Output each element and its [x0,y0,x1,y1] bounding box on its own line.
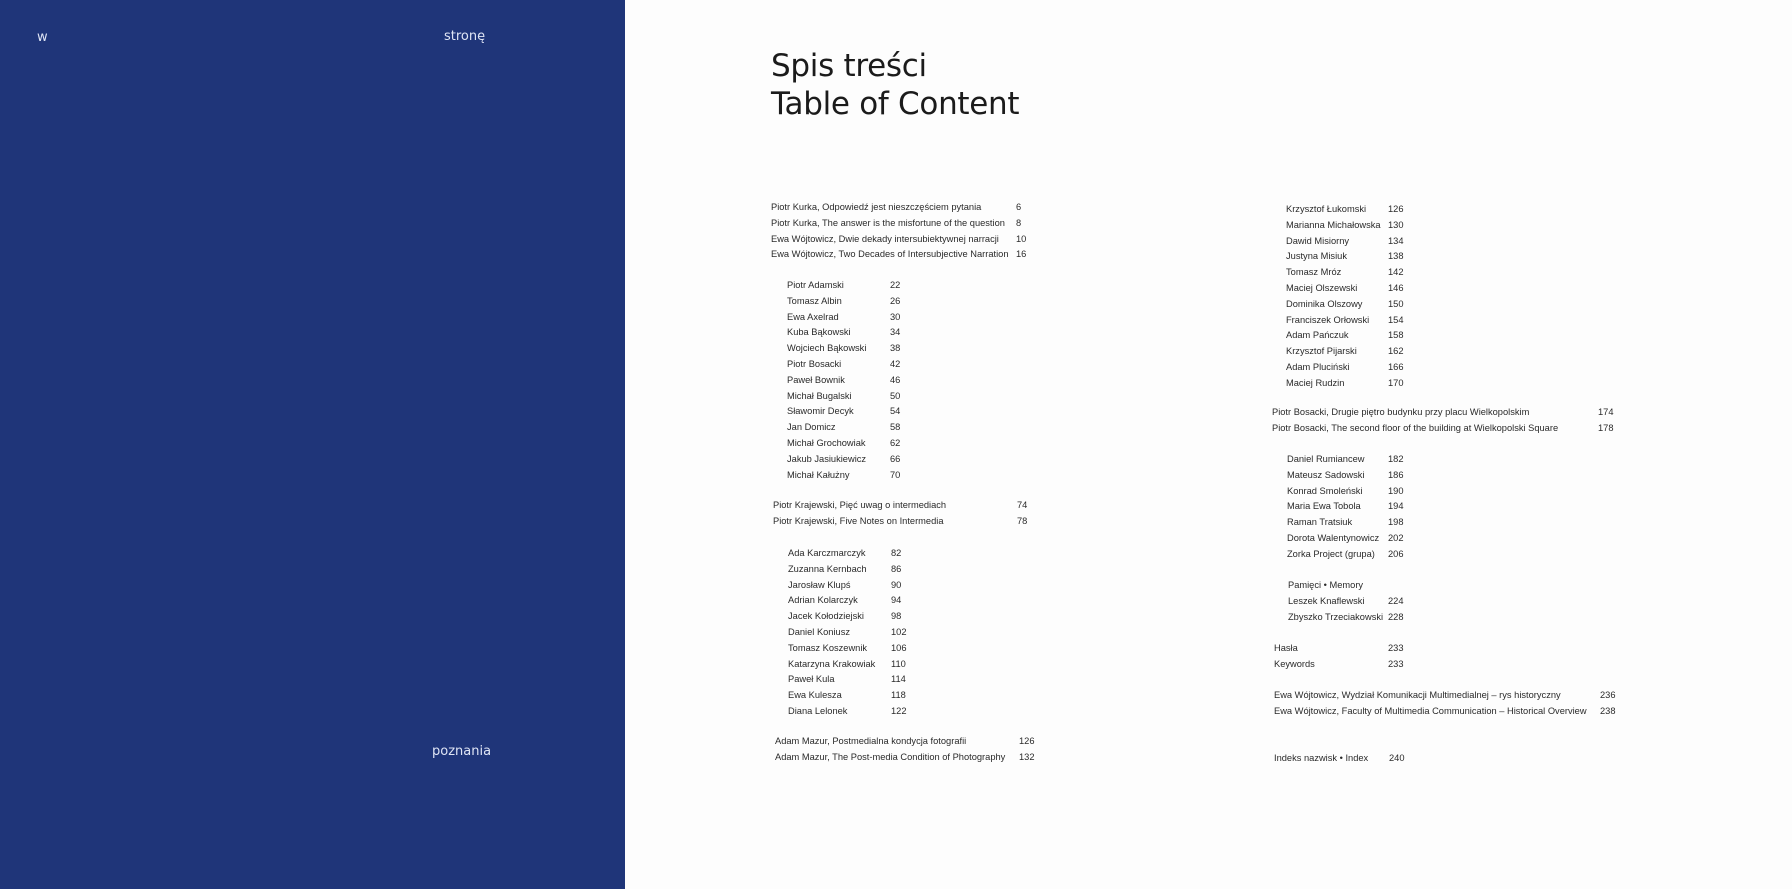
toc-entry-label: Piotr Krajewski, Pięć uwag o intermediach [773,500,947,510]
toc-entry-label: Ewa Wójtowicz, Dwie dekady intersubiektywnej narracji [771,233,999,244]
toc-entry-page: 78 [1017,515,1028,526]
toc-entry-label: Dominika Olszowy [1286,298,1363,309]
toc-entry-label: Michał Grochowiak [787,438,866,448]
toc-entry-page: 186 [1388,469,1404,480]
toc-entry-label: Jakub Jasiukiewicz [787,453,867,464]
toc-entry-page: 224 [1388,595,1404,606]
toc-entry-label: Tomasz Koszewnik [788,642,868,653]
toc-entry-page: 142 [1388,267,1404,278]
toc-entry-label: Daniel Koniusz [788,627,851,637]
toc-entry-label: Piotr Krajewski, Five Notes on Intermedia [773,515,944,526]
toc-entry-label: Franciszek Orłowski [1286,314,1370,325]
toc-entry-label: Ewa Wójtowicz, Faculty of Multimedia Communication – Historical Overview [1274,705,1587,716]
toc-entry-label: Piotr Bosacki [787,359,842,369]
toc-entry-label: Wojciech Bąkowski [787,343,867,354]
toc-entry-label: Paweł Kula [788,674,835,685]
toc-entry-label: Zuzanna Kernbach [788,563,867,574]
toc-entry-label: Ewa Axelrad [787,311,839,322]
toc-entry-page: 90 [891,579,902,590]
toc-entry-label: Piotr Bosacki, Drugie piętro budynku przy placu Wielkopolskim [1272,407,1530,417]
toc-entry-label: Raman Tratsiuk [1287,517,1353,528]
toc-entry-page: 34 [890,327,901,338]
toc-entry-page: 170 [1388,377,1404,388]
cover-word-top-left: w [37,30,48,45]
toc-entry-label: Konrad Smoleński [1287,485,1363,496]
toc-entry-label: Adam Pańczuk [1286,330,1349,341]
toc-entry-label: Piotr Bosacki, The second floor of the building at Wielkopolski Square [1272,422,1559,433]
toc-entry-page: 166 [1388,362,1404,372]
toc-entry-label: Pamięci • Memory [1288,580,1364,590]
toc-entry-label: Leszek Knaflewski [1288,595,1365,606]
cover-panel [0,0,625,889]
toc-entry-label: Maciej Rudzin [1286,377,1345,388]
toc-entry-page: 26 [890,295,901,306]
toc-entry-page: 8 [1016,217,1022,228]
toc-entry-page: 94 [891,595,902,606]
toc-entry-label: Adrian Kolarczyk [788,595,858,606]
toc-entry-page: 6 [1016,202,1022,212]
toc-entry-page: 134 [1388,235,1404,246]
toc-entry-page: 70 [890,469,901,480]
toc-entry-label: Kuba Bąkowski [787,327,851,338]
toc-entry-label: Tomasz Mróz [1286,267,1342,278]
toc-entry-page: 198 [1388,517,1404,528]
toc-entry-page: 206 [1388,548,1404,559]
toc-entry-label: Paweł Bownik [787,374,845,385]
toc-entry-label: Hasła [1274,643,1298,653]
toc-entry-page: 158 [1388,330,1404,341]
toc-entry-page: 114 [891,674,906,685]
toc-entry-page: 58 [890,422,901,433]
toc-entry-page: 233 [1388,643,1404,653]
toc-entry-page: 150 [1388,298,1404,309]
toc-entry-label: Jacek Kołodziejski [788,611,864,622]
toc-entry-page: 46 [890,374,901,385]
toc-entry-page: 132 [1019,751,1035,762]
toc-entry-page: 182 [1388,454,1404,464]
toc-entry-page: 62 [890,438,901,448]
toc-entry-page: 86 [891,563,902,574]
toc-entry-label: Daniel Rumiancew [1287,454,1365,464]
toc-entry-page: 190 [1388,485,1404,496]
toc-entry-label: Zbyszko Trzeciakowski [1288,611,1384,622]
toc-entry-page: 16 [1016,249,1027,260]
title-polish: Spis treści [771,48,927,84]
toc-entry-label: Ewa Wójtowicz, Two Decades of Intersubjective Narration [771,249,1009,260]
toc-entry-page: 126 [1388,204,1404,214]
toc-entry-label: Ewa Kulesza [788,690,842,701]
toc-entry-page: 110 [891,658,906,669]
toc-entry-label: Dorota Walentynowicz [1287,533,1380,543]
toc-entry-label: Adam Mazur, The Post-media Condition of Photography [775,751,1006,762]
toc-entry-label: Keywords [1274,658,1315,669]
toc-entry-page: 42 [890,359,901,369]
toc-entry-page: 10 [1016,233,1027,244]
toc-entry-page: 162 [1388,346,1404,357]
toc-entry-label: Tomasz Albin [787,295,842,306]
toc-entry-label: Maria Ewa Tobola [1287,501,1361,512]
toc-entry-page: 238 [1600,705,1616,716]
toc-entry-page: 118 [891,690,906,701]
toc-entry-page: 138 [1388,251,1404,262]
toc-entry-page: 240 [1389,753,1405,763]
toc-entry-label: Dawid Misiorny [1286,235,1350,246]
cover-word-top-right: stronę [444,29,486,44]
toc-entry-label: Indeks nazwisk • Index [1274,753,1369,763]
toc-entry-label: Krzysztof Łukomski [1286,204,1367,214]
toc-entry-label: Maciej Olszewski [1286,283,1358,293]
toc-entry-page: 102 [891,627,907,637]
toc-entry-label: Michał Bugalski [787,390,852,401]
toc-entry-label: Katarzyna Krakowiak [788,658,876,669]
toc-entry-label: Sławomir Decyk [787,406,854,417]
cover-word-bottom: poznania [432,744,492,759]
toc-entry-label: Piotr Kurka, The answer is the misfortune of the question [771,217,1005,228]
toc-entry-page: 38 [890,343,901,354]
toc-entry-label: Krzysztof Pijarski [1286,346,1357,357]
toc-entry-label: Ewa Wójtowicz, Wydział Komunikacji Multimedialnej – rys historyczny [1274,690,1561,700]
toc-entry-page: 30 [890,311,901,322]
toc-entry-label: Piotr Adamski [787,280,844,290]
toc-entry-label: Diana Lelonek [788,706,848,716]
title-english: Table of Content [771,86,1020,122]
toc-entry-page: 178 [1598,422,1614,433]
toc-entry-label: Adam Mazur, Postmedialna kondycja fotografii [775,736,967,746]
toc-entry-label: Piotr Kurka, Odpowiedź jest nieszczęściem pytania [771,202,982,212]
toc-entry-label: Marianna Michałowska [1286,219,1381,230]
toc-entry-label: Justyna Misiuk [1286,251,1347,262]
toc-entry-label: Zorka Project (grupa) [1287,548,1375,559]
toc-entry-page: 146 [1388,283,1404,293]
toc-entry-label: Michał Kałużny [787,469,850,480]
toc-entry-label: Jan Domicz [787,422,836,433]
toc-entry-page: 22 [890,280,901,290]
toc-entry-label: Adam Pluciński [1286,362,1350,372]
toc-entry-page: 106 [891,642,907,653]
toc-entry-page: 194 [1388,501,1404,512]
toc-entry-page: 233 [1388,658,1404,669]
toc-entry-page: 66 [890,453,901,464]
toc-entry-page: 74 [1017,500,1028,510]
toc-entry-page: 228 [1388,611,1404,622]
toc-entry-page: 126 [1019,736,1035,746]
toc-entry-page: 82 [891,548,902,558]
toc-entry-page: 236 [1600,690,1616,700]
toc-entry-page: 50 [890,390,901,401]
toc-entry-page: 154 [1388,314,1404,325]
toc-entry-page: 130 [1388,219,1404,230]
toc-entry-label: Ada Karczmarczyk [788,548,866,558]
toc-entry-label: Mateusz Sadowski [1287,469,1365,480]
toc-entry-page: 202 [1388,533,1404,543]
page-title [771,47,1019,123]
toc-entry-label: Jarosław Klupś [788,579,851,590]
toc-entry-page: 98 [891,611,902,622]
toc-entry-page: 122 [891,706,907,716]
toc-entry-page: 174 [1598,407,1614,417]
toc-entry-page: 54 [890,406,901,417]
